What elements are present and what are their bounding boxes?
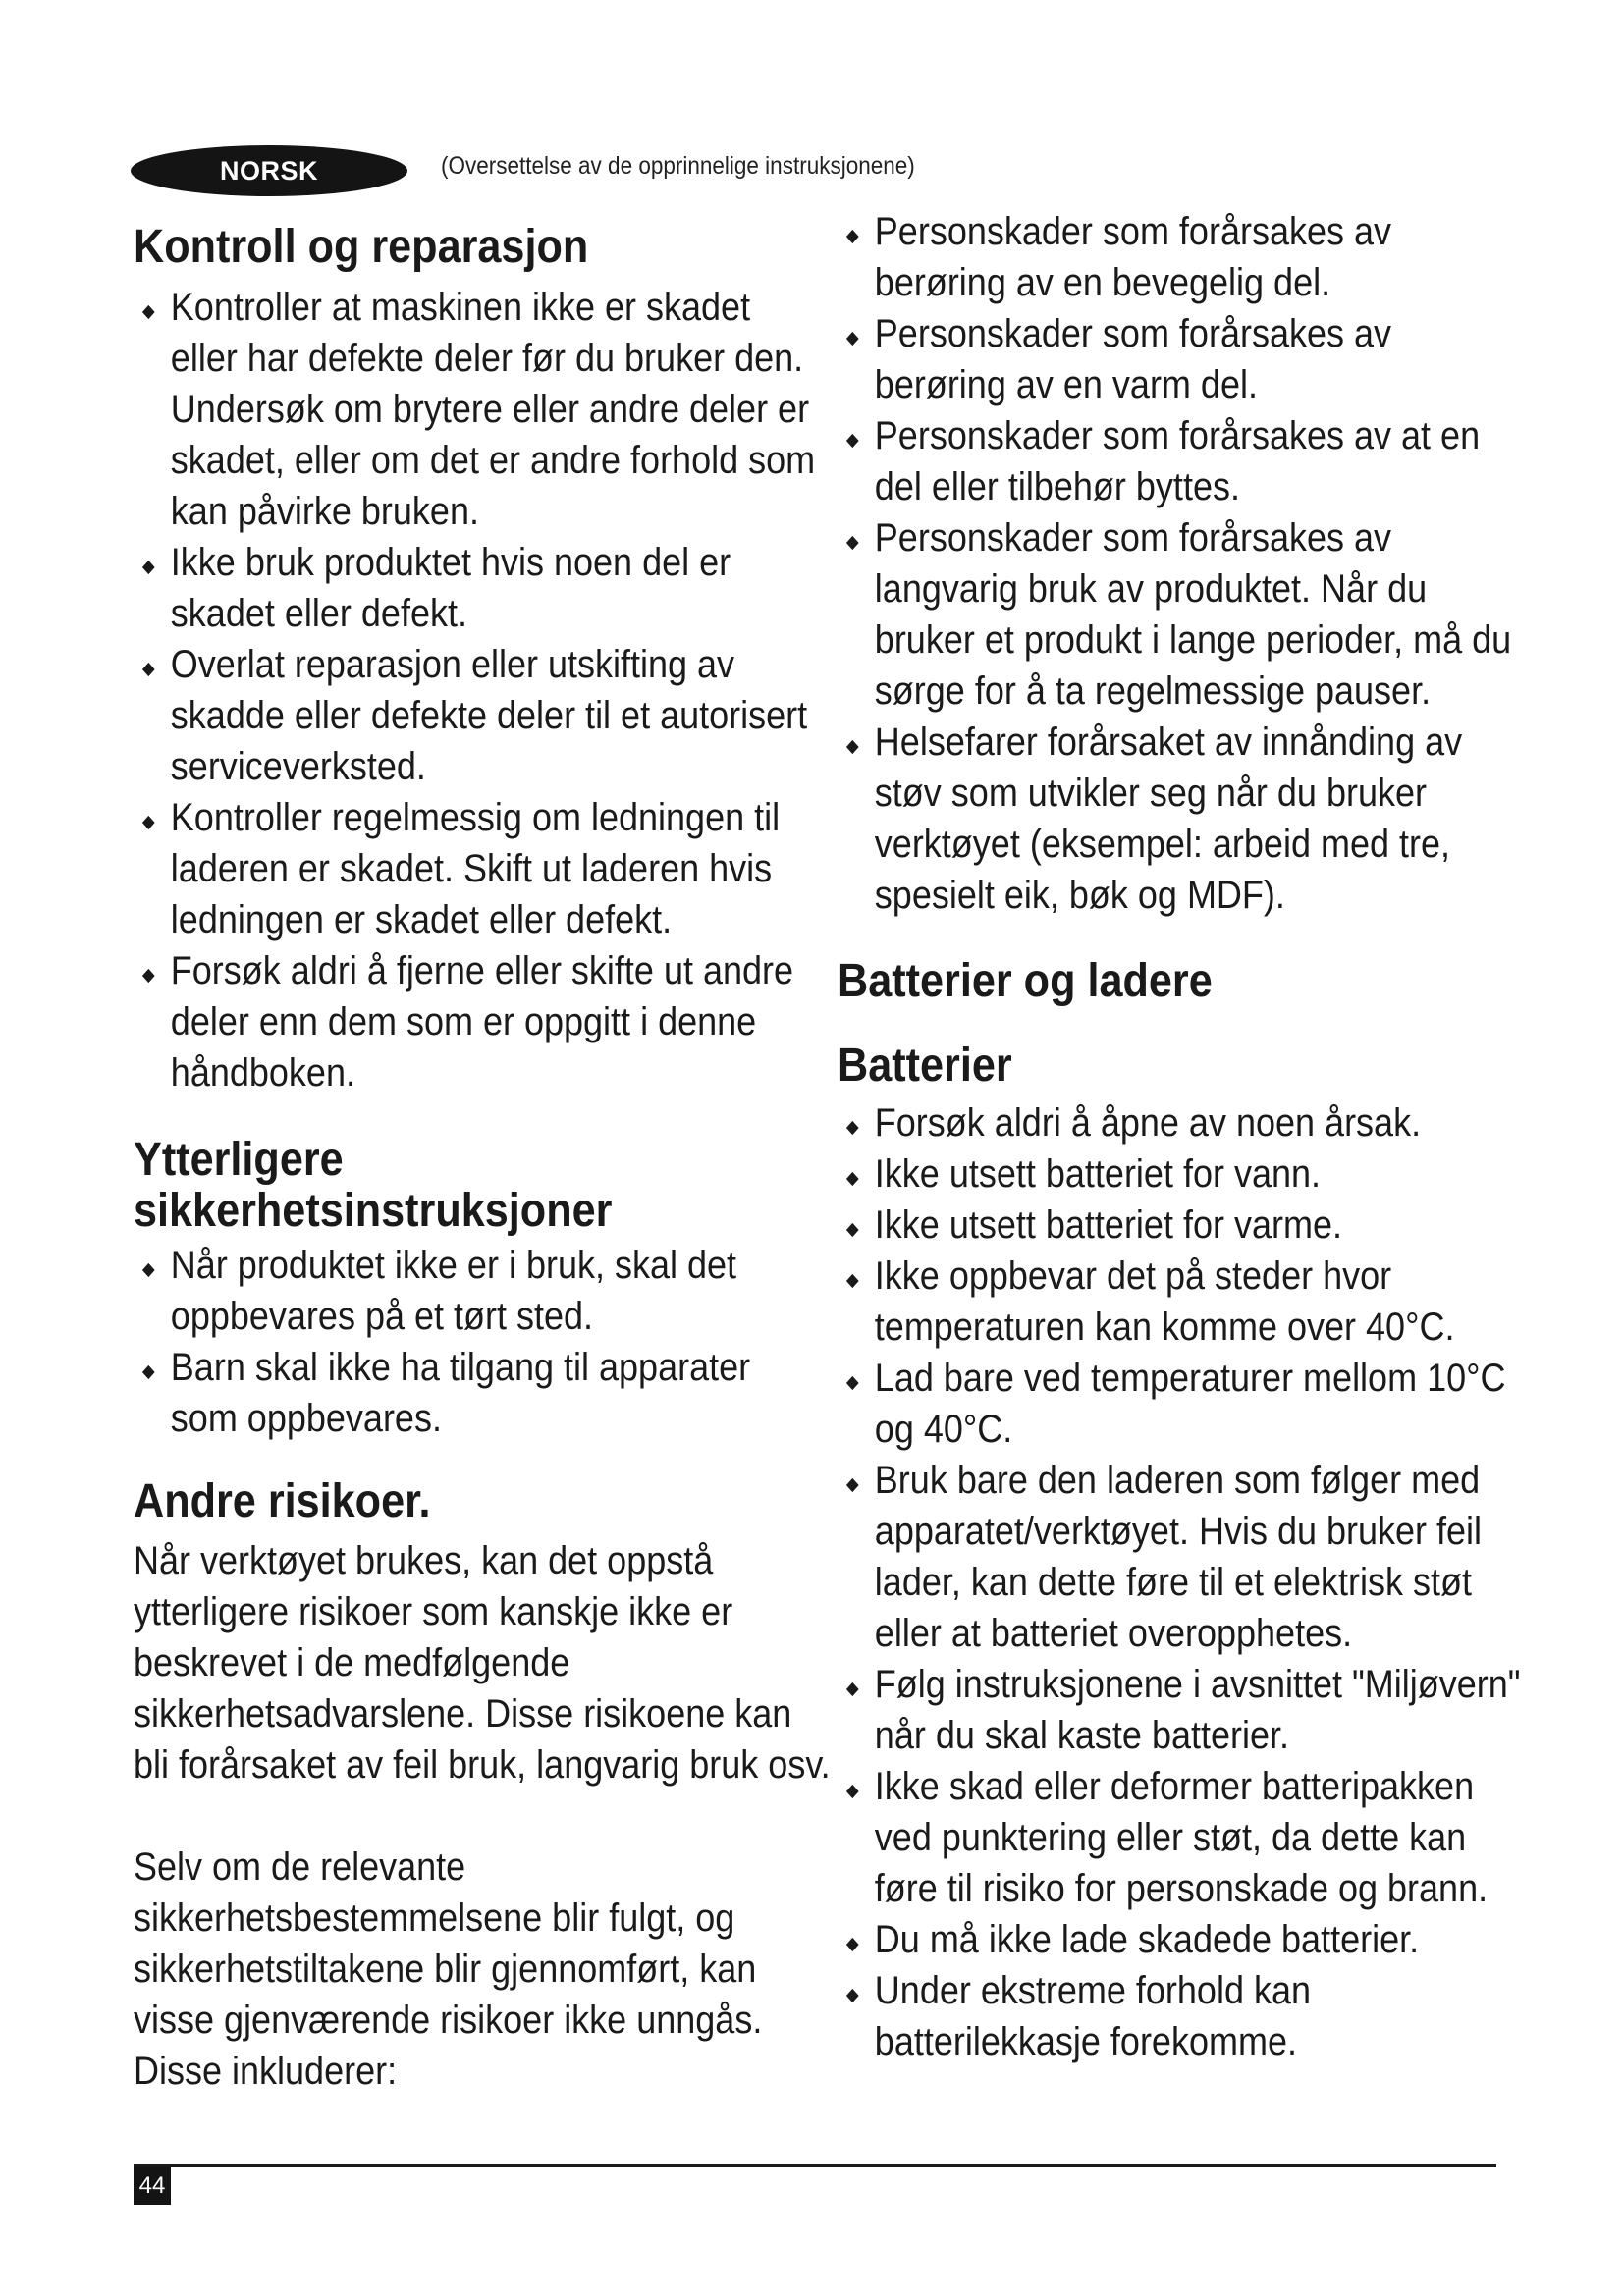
bullet-diamond-icon bbox=[846, 536, 859, 550]
bullet-diamond-icon bbox=[142, 816, 155, 829]
bullet-diamond-icon bbox=[846, 1785, 859, 1798]
list-item: Kontroller at maskinen ikke er skadet eller har defekte deler før du bruker den. Undersøk om brytere eller andre deler er skadet, eller om det er andre forhold som kan påvirke bruken. bbox=[134, 282, 825, 537]
bullet-diamond-icon bbox=[846, 434, 859, 448]
list-item: Personskader som forårsakes av at en del eller tilbehør byttes. bbox=[838, 410, 1529, 512]
list-item: Personskader som forårsakes av langvarig bruk av produktet. Når du bruker et produkt i lange perioder, må du sørge for å ta regelmessige pauser. bbox=[838, 512, 1529, 717]
bullet-diamond-icon bbox=[142, 663, 155, 676]
list-item: Helsefarer forårsaket av innånding av støv som utvikler seg når du bruker verktøyet (eksempel: arbeid med tre, spesielt eik, bøk og MDF). bbox=[838, 717, 1529, 921]
list-item: Personskader som forårsakes av berøring av en bevegelig del. bbox=[838, 206, 1529, 308]
bullet-diamond-icon bbox=[846, 1121, 859, 1135]
list-item: Når produktet ikke er i bruk, skal det oppbevares på et tørt sted. bbox=[134, 1240, 825, 1342]
page-number: 44 bbox=[134, 2167, 171, 2205]
heading-batterier: Batterier bbox=[838, 1040, 1012, 1092]
bullet-diamond-icon bbox=[142, 1365, 155, 1379]
list-item: Personskader som forårsakes av berøring av en varm del. bbox=[838, 308, 1529, 410]
bullet-diamond-icon bbox=[846, 1989, 859, 2002]
bullet-diamond-icon bbox=[142, 305, 155, 319]
list-kontroll bbox=[134, 282, 901, 1098]
bullet-diamond-icon bbox=[142, 561, 155, 574]
paragraph-andre-risikoer-2: Selv om de relevante sikkerhetsbestemmelsene blir fulgt, og sikkerhetstiltakene blir gjennomført, kan visse gjenværende risikoer ikke unngås. Disse inkluderer: bbox=[134, 1845, 763, 2093]
heading-batterier-og-ladere: Batterier og ladere bbox=[838, 955, 1213, 1007]
list-item: Du må ikke lade skadede batterier. bbox=[838, 1914, 1529, 1965]
list-item: Forsøk aldri å åpne av noen årsak. bbox=[838, 1097, 1529, 1148]
list-item: Ikke oppbevar det på steder hvor temperaturen kan komme over 40°C. bbox=[838, 1251, 1529, 1353]
bullet-diamond-icon bbox=[846, 332, 859, 346]
heading-ytterligere: Ytterligere bbox=[134, 1134, 344, 1186]
list-batterier bbox=[838, 1097, 1605, 2067]
bullet-diamond-icon bbox=[846, 1172, 859, 1186]
list-risikoer bbox=[838, 206, 1605, 921]
bullet-diamond-icon bbox=[846, 1223, 859, 1237]
list-item: Under ekstreme forhold kan batterilekkasje forekomme. bbox=[838, 1965, 1529, 2067]
bullet-diamond-icon bbox=[846, 1376, 859, 1390]
language-badge: NORSK bbox=[131, 145, 407, 196]
heading-andre-risikoer: Andre risikoer. bbox=[134, 1475, 431, 1527]
bullet-diamond-icon bbox=[846, 1682, 859, 1696]
list-item: Barn skal ikke ha tilgang til apparater som oppbevares. bbox=[134, 1342, 825, 1444]
list-item: Ikke utsett batteriet for varme. bbox=[838, 1200, 1529, 1251]
list-item: Følg instruksjonene i avsnittet "Miljøvern" når du skal kaste batterier. bbox=[838, 1659, 1529, 1761]
list-item: Ikke bruk produktet hvis noen del er skadet eller defekt. bbox=[134, 537, 825, 639]
list-item: Bruk bare den laderen som følger med apparatet/verktøyet. Hvis du bruker feil lader, kan dette føre til et elektrisk støt eller at batteriet overopphetes. bbox=[838, 1455, 1529, 1659]
paragraph-andre-risikoer-1: Når verktøyet brukes, kan det oppstå ytterligere risikoer som kanskje ikke er beskrevet i de medfølgende sikkerhetsadvarslene. Disse risikoene kan bli forårsaket av feil bruk, langvarig bruk osv. bbox=[134, 1539, 831, 1787]
translation-note: (Oversettelse av de opprinnelige instruksjonene) bbox=[441, 152, 915, 180]
heading-kontroll-og-reparasjon: Kontroll og reparasjon bbox=[134, 221, 589, 273]
list-item: Ikke utsett batteriet for vann. bbox=[838, 1148, 1529, 1200]
bullet-diamond-icon bbox=[142, 969, 155, 983]
footer-divider bbox=[134, 2164, 1496, 2167]
list-item: Lad bare ved temperaturer mellom 10°C og 40°C. bbox=[838, 1353, 1529, 1455]
bullet-diamond-icon bbox=[846, 740, 859, 754]
list-item: Overlat reparasjon eller utskifting av skadde eller defekte deler til et autorisert serviceverksted. bbox=[134, 639, 825, 792]
bullet-diamond-icon bbox=[846, 230, 859, 243]
list-item: Ikke skad eller deformer batteripakken ved punktering eller støt, da dette kan føre til risiko for personskade og brann. bbox=[838, 1761, 1529, 1914]
list-ytterligere bbox=[134, 1240, 901, 1444]
bullet-diamond-icon bbox=[846, 1478, 859, 1492]
list-item: Kontroller regelmessig om ledningen til laderen er skadet. Skift ut laderen hvis ledningen er skadet eller defekt. bbox=[134, 792, 825, 945]
heading-sikkerhetsinstruksjoner: sikkerhetsinstruksjoner bbox=[134, 1185, 613, 1237]
bullet-diamond-icon bbox=[846, 1274, 859, 1288]
bullet-diamond-icon bbox=[846, 1938, 859, 1951]
bullet-diamond-icon bbox=[142, 1263, 155, 1277]
list-item: Forsøk aldri å fjerne eller skifte ut andre deler enn dem som er oppgitt i denne håndboken. bbox=[134, 945, 825, 1098]
